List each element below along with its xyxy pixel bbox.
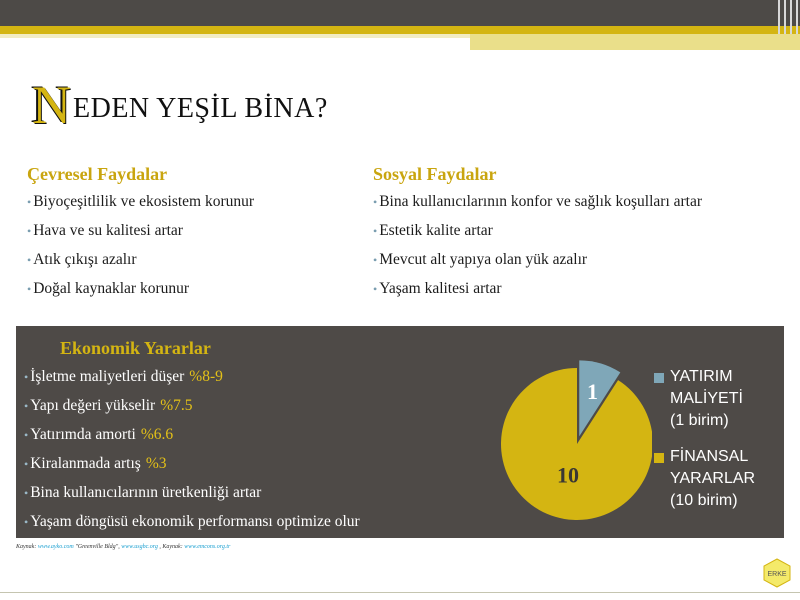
legend-label: FİNANSAL YARARLAR (10 birim) [670, 448, 756, 509]
list-item-text: İşletme maliyetleri düşer [30, 368, 185, 385]
list-item-value: %7.5 [160, 397, 193, 414]
list-item [24, 397, 360, 426]
list-item [373, 280, 773, 309]
list-item [24, 455, 360, 484]
pie-data-label: 10 [557, 462, 580, 488]
header-light-strip [0, 34, 470, 38]
list-item-text: Mevcut alt yapıya olan yük azalır [379, 251, 588, 268]
title-initial: N [32, 75, 71, 135]
bullet-icon: • [24, 486, 29, 500]
header-dark-band [0, 0, 800, 26]
list-item [373, 193, 773, 222]
bullet-icon: • [373, 282, 378, 296]
list-item [24, 513, 360, 542]
list-item-text: Bina kullanıcılarının konfor ve sağlık koşulları artar [379, 193, 703, 210]
svg-text:ERKE: ERKE [767, 571, 787, 578]
bullet-icon: • [24, 515, 29, 529]
list-item [373, 251, 773, 280]
list-item-text: Yatırımda amorti [30, 426, 136, 443]
list-item-value: %6.6 [140, 426, 174, 443]
erke-logo [762, 558, 792, 588]
source-text: "Greenville Bldg", [75, 544, 120, 550]
list-item-value: %8-9 [189, 368, 223, 385]
list-item [24, 426, 360, 455]
economic-list [24, 368, 360, 542]
bullet-icon: • [24, 428, 29, 442]
source-note [16, 544, 230, 550]
economic-heading: Ekonomik Yararlar [60, 338, 211, 358]
list-item-text: Yaşam döngüsü ekonomik performansı optimize olur [30, 513, 360, 530]
source-link[interactable]: www.emcons.org.tr [184, 544, 231, 550]
list-item-text: Atık çıkışı azalır [33, 251, 137, 268]
header-yellow-band [0, 26, 800, 34]
bullet-icon: • [373, 195, 378, 209]
social-section [373, 164, 773, 309]
legend-label: YATIRIM MALİYETİ (1 birim) [670, 368, 743, 429]
bullet-icon: • [27, 253, 32, 267]
bullet-icon: • [24, 370, 29, 384]
chart-legend [654, 366, 774, 526]
social-heading: Sosyal Faydalar [373, 164, 497, 184]
source-link[interactable]: www.usgbc.org [121, 544, 158, 550]
header-light-yellow-band [470, 34, 800, 50]
footer-line [0, 592, 800, 593]
source-text: , Kaynak: [159, 544, 183, 550]
bullet-icon: • [24, 457, 29, 471]
list-item [24, 368, 360, 397]
list-item-text: Doğal kaynaklar korunur [33, 280, 190, 297]
list-item [27, 193, 357, 222]
pie-slice [501, 368, 652, 520]
list-item [27, 251, 357, 280]
pie-data-label: 1 [587, 379, 599, 405]
list-item-value: %3 [145, 455, 167, 472]
legend-swatch [654, 373, 664, 383]
list-item-text: Bina kullanıcılarının üretkenliği artar [30, 484, 262, 501]
social-list [373, 193, 773, 309]
list-item-text: Biyoçeşitlilik ve ekosistem korunur [33, 193, 255, 210]
list-item-text: Hava ve su kalitesi artar [33, 222, 183, 239]
header-corner-lines [774, 0, 800, 34]
bullet-icon: • [373, 224, 378, 238]
source-link[interactable]: www.ayko.com [37, 544, 74, 550]
bullet-icon: • [27, 195, 32, 209]
list-item-text: Yapı değeri yükselir [30, 397, 156, 414]
title-text: EDEN YEŞİL BİNA? [73, 93, 328, 124]
pie-chart [482, 344, 652, 520]
legend-swatch [654, 453, 664, 463]
list-item [373, 222, 773, 251]
list-item-text: Kiralanmada artış [30, 455, 141, 472]
environmental-section [27, 164, 357, 309]
list-item-text: Estetik kalite artar [379, 222, 493, 239]
source-label: Kaynak: [16, 544, 37, 550]
bullet-icon: • [27, 224, 32, 238]
slide-title [32, 72, 328, 135]
legend-item-financial [654, 446, 774, 512]
list-item [27, 222, 357, 251]
list-item-text: Yaşam kalitesi artar [379, 280, 502, 297]
list-item [27, 280, 357, 309]
bullet-icon: • [373, 253, 378, 267]
bullet-icon: • [27, 282, 32, 296]
list-item [24, 484, 360, 513]
environmental-list [27, 193, 357, 309]
environmental-heading: Çevresel Faydalar [27, 164, 168, 184]
legend-item-investment [654, 366, 774, 432]
economic-panel [16, 326, 784, 538]
bullet-icon: • [24, 399, 29, 413]
